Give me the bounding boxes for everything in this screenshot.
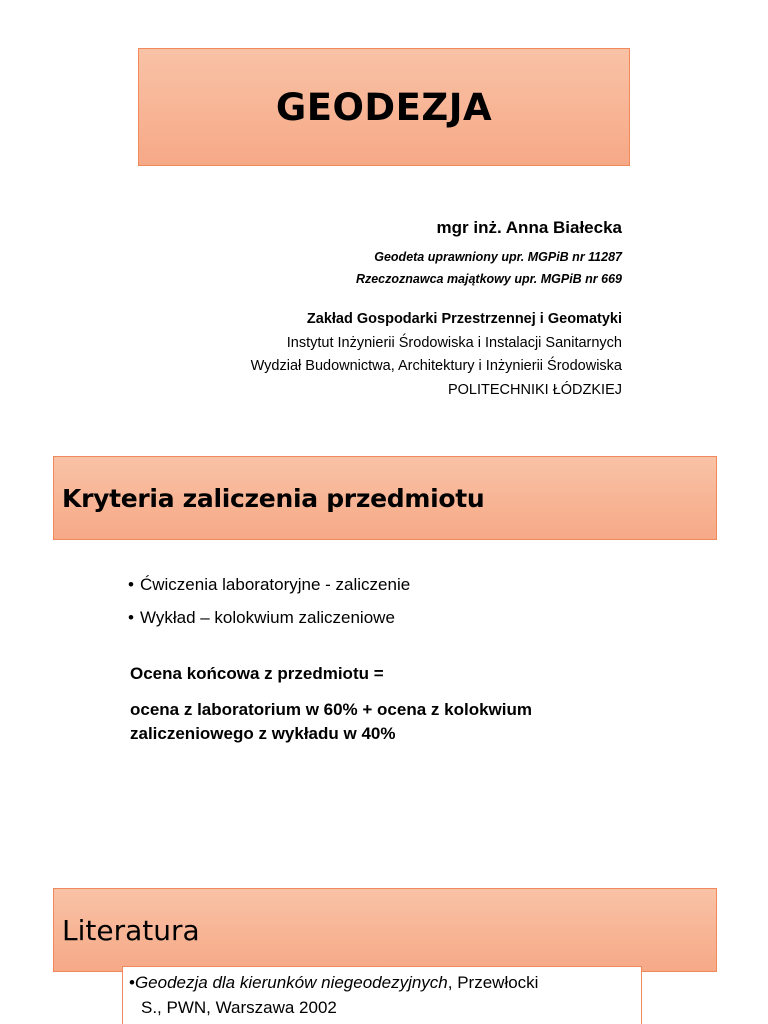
list-item: • Wykład – kolokwium zaliczeniowe bbox=[128, 601, 410, 634]
page-title: GEODEZJA bbox=[275, 85, 493, 129]
criteria-heading: Kryteria zaliczenia przedmiotu bbox=[62, 483, 485, 513]
literature-entry-rest: , Przewłocki bbox=[447, 973, 539, 992]
title-slide-header bbox=[138, 48, 630, 166]
literature-heading: Literatura bbox=[62, 913, 200, 947]
affiliation-university: POLITECHNIKI ŁÓDZKIEJ bbox=[447, 381, 622, 398]
list-item: • Ćwiczenia laboratoryjne - zaliczenie bbox=[128, 568, 410, 601]
criteria-list bbox=[128, 568, 410, 634]
author-credential: Geodeta uprawniony upr. MGPiB nr 11287 bbox=[374, 250, 622, 264]
author-name: mgr inż. Anna Białecka bbox=[436, 218, 622, 237]
grade-formula-line1: Ocena końcowa z przedmiotu = bbox=[130, 664, 384, 683]
literature-entry bbox=[122, 966, 642, 1024]
literature-entry-rest: S., PWN, Warszawa 2002 bbox=[141, 998, 337, 1017]
author-block bbox=[356, 218, 622, 290]
grade-formula-line2: ocena z laboratorium w 60% + ocena z kolokwium zaliczeniowego z wykładu w 40% bbox=[130, 700, 532, 743]
affiliation-block bbox=[251, 308, 622, 402]
criteria-header bbox=[53, 456, 717, 540]
literature-header bbox=[53, 888, 717, 972]
literature-entry-title: Geodezja dla kierunków niegeodezyjnych bbox=[134, 973, 448, 992]
affiliation-department: Zakład Gospodarki Przestrzennej i Geomatyki bbox=[306, 311, 622, 327]
grade-formula bbox=[130, 664, 650, 746]
author-credential: Rzeczoznawca majątkowy upr. MGPiB nr 669 bbox=[355, 272, 622, 286]
affiliation-faculty: Wydział Budownictwa, Architektury i Inżynierii Środowiska bbox=[250, 358, 622, 374]
affiliation-institute: Instytut Inżynierii Środowiska i Instalacji Sanitarnych bbox=[286, 334, 622, 351]
